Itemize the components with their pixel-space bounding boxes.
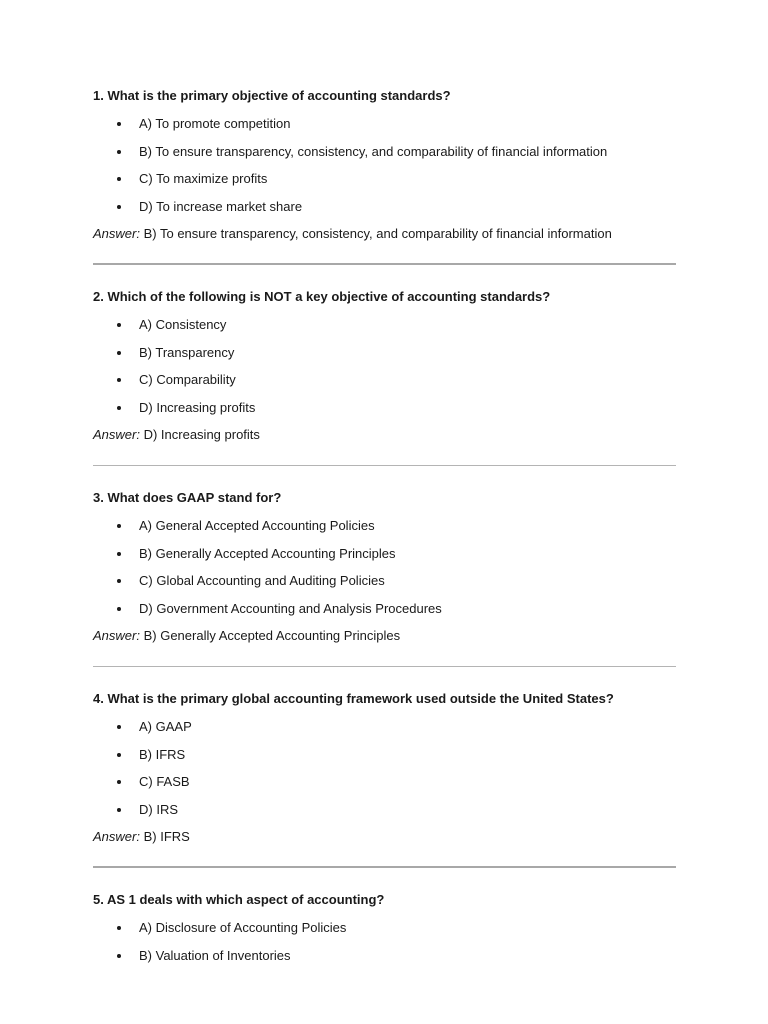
question-1 bbox=[93, 87, 676, 243]
answer-text: D) Increasing profits bbox=[143, 427, 260, 442]
bullet-icon bbox=[117, 406, 121, 410]
bullet-icon bbox=[117, 524, 121, 528]
option-item bbox=[93, 115, 676, 133]
question-5 bbox=[93, 891, 676, 965]
bullet-icon bbox=[117, 780, 121, 784]
options-list bbox=[93, 316, 676, 417]
option-text: D) To increase market share bbox=[139, 198, 303, 214]
option-item bbox=[93, 371, 676, 389]
option-item bbox=[93, 919, 676, 937]
bullet-icon bbox=[117, 954, 121, 958]
bullet-icon bbox=[117, 378, 121, 382]
section-divider bbox=[93, 263, 676, 265]
answer-line bbox=[93, 627, 676, 645]
question-title: 1. What is the primary objective of accounting standards? bbox=[93, 88, 451, 103]
option-item bbox=[93, 947, 676, 965]
option-item bbox=[93, 517, 676, 535]
option-text: B) Valuation of Inventories bbox=[139, 947, 291, 963]
option-text: D) Increasing profits bbox=[139, 399, 256, 415]
options-list bbox=[93, 718, 676, 819]
option-item bbox=[93, 170, 676, 188]
option-text: D) IRS bbox=[139, 801, 178, 817]
bullet-icon bbox=[117, 150, 121, 154]
answer-label: Answer: bbox=[93, 427, 140, 442]
option-text: A) Consistency bbox=[139, 317, 227, 332]
option-item bbox=[93, 344, 676, 362]
option-text: B) Transparency bbox=[139, 344, 235, 360]
section-divider bbox=[93, 866, 676, 868]
question-title: 5. AS 1 deals with which aspect of accounting? bbox=[93, 892, 385, 907]
option-item bbox=[93, 600, 676, 618]
question-4 bbox=[93, 690, 676, 846]
option-item bbox=[93, 572, 676, 590]
bullet-icon bbox=[117, 177, 121, 181]
answer-label: Answer: bbox=[93, 628, 140, 643]
question-title: 3. What does GAAP stand for? bbox=[93, 490, 282, 505]
answer-line bbox=[93, 426, 676, 444]
answer-text: B) To ensure transparency, consistency, and comparability of financial information bbox=[143, 226, 612, 241]
option-text: C) To maximize profits bbox=[139, 171, 268, 186]
bullet-icon bbox=[117, 607, 121, 611]
answer-line bbox=[93, 225, 676, 243]
bullet-icon bbox=[117, 579, 121, 583]
option-text: C) Comparability bbox=[139, 372, 236, 387]
option-text: A) General Accepted Accounting Policies bbox=[139, 518, 375, 533]
answer-label: Answer: bbox=[93, 226, 140, 241]
bullet-icon bbox=[117, 926, 121, 930]
answer-text: B) Generally Accepted Accounting Principles bbox=[143, 628, 401, 643]
option-item bbox=[93, 143, 676, 161]
option-text: A) Disclosure of Accounting Policies bbox=[139, 920, 347, 935]
option-item bbox=[93, 198, 676, 216]
bullet-icon bbox=[117, 552, 121, 556]
bullet-icon bbox=[117, 753, 121, 757]
question-2 bbox=[93, 288, 676, 444]
option-item bbox=[93, 773, 676, 791]
option-item bbox=[93, 399, 676, 417]
option-text: B) To ensure transparency, consistency, and comparability of financial information bbox=[139, 143, 608, 159]
section-divider bbox=[93, 666, 676, 667]
question-title: 4. What is the primary global accounting framework used outside the United States? bbox=[93, 691, 614, 706]
bullet-icon bbox=[117, 205, 121, 209]
section-divider bbox=[93, 465, 676, 466]
option-text: A) GAAP bbox=[139, 719, 192, 734]
options-list bbox=[93, 919, 676, 965]
bullet-icon bbox=[117, 323, 121, 327]
question-3 bbox=[93, 489, 676, 645]
option-text: B) IFRS bbox=[139, 746, 186, 762]
bullet-icon bbox=[117, 351, 121, 355]
option-text: D) Government Accounting and Analysis Procedures bbox=[139, 600, 442, 616]
option-text: C) Global Accounting and Auditing Policies bbox=[139, 573, 385, 588]
bullet-icon bbox=[117, 808, 121, 812]
option-item bbox=[93, 545, 676, 563]
option-text: C) FASB bbox=[139, 774, 190, 789]
option-item bbox=[93, 718, 676, 736]
option-item bbox=[93, 801, 676, 819]
options-list bbox=[93, 115, 676, 216]
option-item bbox=[93, 316, 676, 334]
option-text: B) Generally Accepted Accounting Principles bbox=[139, 545, 396, 561]
bullet-icon bbox=[117, 122, 121, 126]
options-list bbox=[93, 517, 676, 618]
question-title: 2. Which of the following is NOT a key objective of accounting standards? bbox=[93, 289, 551, 304]
bullet-icon bbox=[117, 725, 121, 729]
answer-text: B) IFRS bbox=[143, 829, 190, 844]
answer-line bbox=[93, 828, 676, 846]
option-item bbox=[93, 746, 676, 764]
answer-label: Answer: bbox=[93, 829, 140, 844]
option-text: A) To promote competition bbox=[139, 116, 291, 131]
